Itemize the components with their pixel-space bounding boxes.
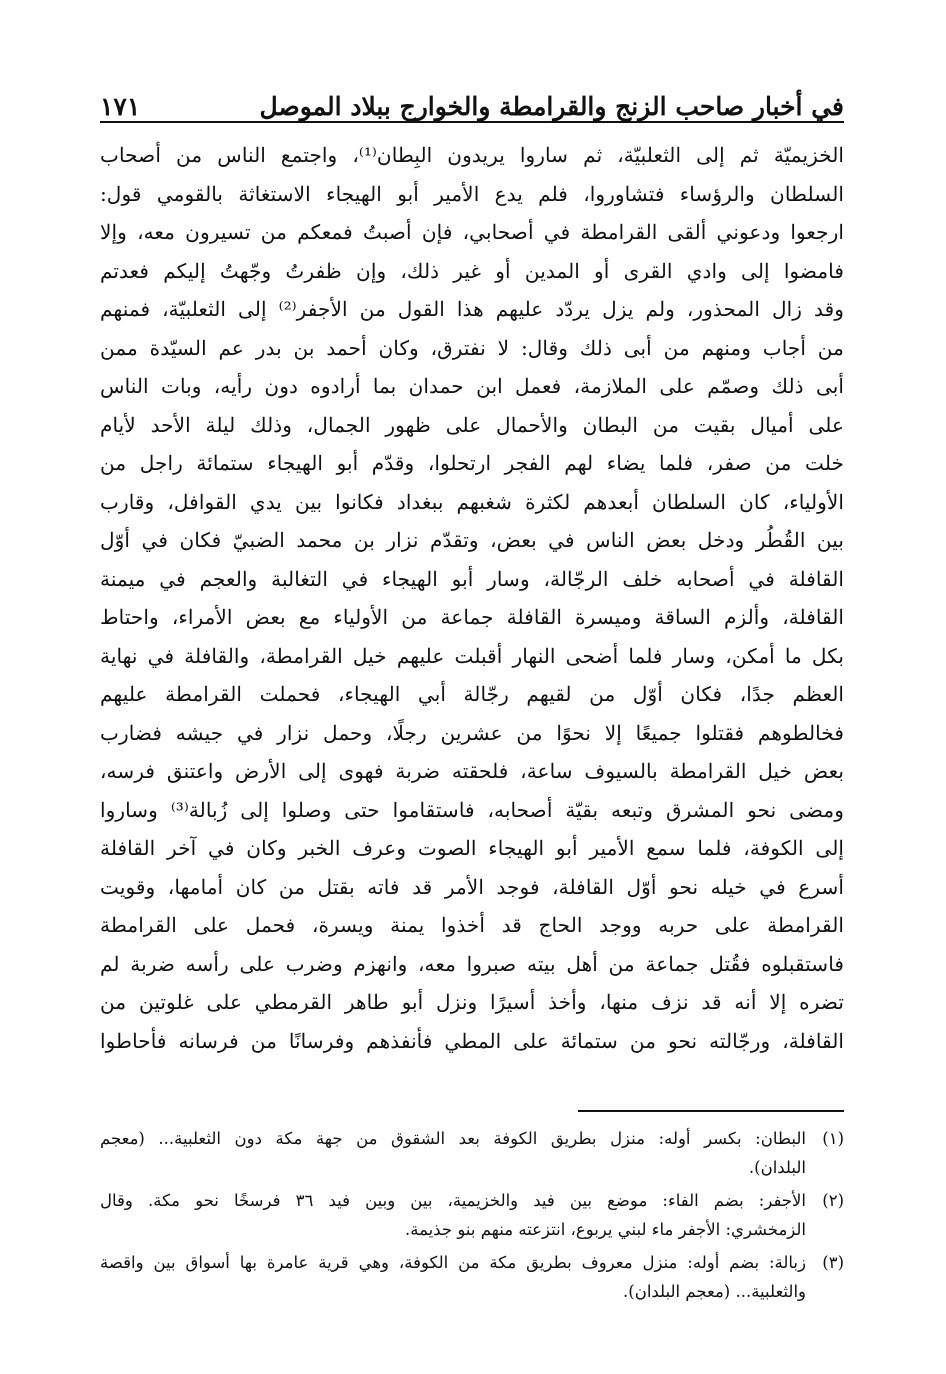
body-text bbox=[100, 136, 844, 1060]
text-line: من أجاب ومنهم من أبى ذلك وقال: لا نفترق، وكان أحمد بن بدر عم السيّدة ممن bbox=[100, 335, 844, 360]
text-line: بين القُطُر ودخل بعض الناس في بعض، وتقدّم نزار بن محمد الضبيّ فكان في أوّل bbox=[100, 528, 844, 552]
footnotes bbox=[100, 1124, 844, 1310]
text-line: ارجعوا ودعوني ألقى القرامطة في أصحابي، فإن أصبتُ فمعكم من تسيرون معه، وإلا bbox=[100, 220, 844, 244]
text-line: إلى الكوفة، فلما سمع الأمير أبو الهيجاء الصوت وعرف الخبر وكان في آخر القافلة bbox=[100, 836, 844, 860]
footnote-line: والثعلبية... (معجم البلدان). bbox=[623, 1282, 806, 1301]
footnote-number: (٣) bbox=[822, 1253, 844, 1272]
footnote-separator bbox=[578, 1110, 844, 1112]
text-line: خلت من صفر، فلما يضاء لهم الفجر ارتحلوا، وقدّم أبو الهيجاء ستمائة راجل من bbox=[100, 451, 844, 475]
text-line: السلطان والرؤساء فتشاوروا، فلم يدع الأمير أبو الهيجاء الاستغاثة بالقومي قول: bbox=[100, 181, 844, 206]
header-rule bbox=[100, 121, 844, 123]
text-line: ومضى نحو المشرق وتبعه بقيّة أصحابه، فاستقاموا حتى وصلوا إلى زُبالة⁽³⁾ وساروا bbox=[100, 797, 844, 822]
text-line: الأولياء، كان السلطان أبعدهم لكثرة شغبهم ببغداد فكانوا بين يدي القوافل، وقارب bbox=[100, 489, 844, 514]
footnote-3 bbox=[100, 1248, 844, 1306]
text-line: القرامطة على حربه ووجد الحاج قد أخذوا يمنة ويسرة، فحمل على القرامطة bbox=[100, 913, 844, 937]
text-line: بعض خيل القرامطة بالسيوف ساعة، فلحقته ضربة فهوى إلى الأرض واعتنق فرسه، bbox=[100, 759, 844, 783]
footnote-line: البلدان). bbox=[748, 1158, 806, 1177]
text-line: وقد زال المحذور، ولم يزل يردّد عليهم هذا القول من الأجفر⁽²⁾ إلى الثعلبيّة، فمنهم bbox=[100, 297, 844, 321]
text-line: أبى ذلك وصمّم على الملازمة، فعمل ابن حمدان بما أرادوه دون رأيه، وبات الناس bbox=[100, 374, 844, 398]
footnote-text bbox=[100, 1124, 806, 1182]
footnote-text bbox=[100, 1186, 806, 1244]
footnote-1 bbox=[100, 1124, 844, 1182]
footnote-line: الأجفر: بضم الفاء: موضع بين فيد والخزيمية، بين وبين فيد ٣٦ فرسخًا نحو مكة. وقال bbox=[100, 1191, 806, 1210]
page-header bbox=[100, 82, 844, 122]
text-line: تضره إلا أنه قد نزف منها، وأخذ أسيرًا ونزل أبو طاهر القرمطي على غلوتين من bbox=[100, 990, 844, 1014]
text-line: بكل ما أمكن، وسار فلما أضحى النهار أقبلت عليهم خيل القرامطة، والقافلة في نهاية bbox=[100, 643, 844, 668]
text-line: فامضوا إلى وادي القرى أو المدين أو غير ذلك، وإن ظفرتُ وجّهتُ إليكم فعدتم bbox=[100, 258, 844, 283]
footnote-line: الزمخشري: الأجفر ماء لبني يربوع، انتزعته منهم بنو جذيمة. bbox=[405, 1220, 806, 1239]
running-title: في أخبار صاحب الزنج والقرامطة والخوارج ببلاد الموصل bbox=[259, 92, 844, 121]
footnote-line: البطان: بكسر أوله: منزل بطريق الكوفة بعد الشقوق من جهة مكة دون الثعلبية... (معجم bbox=[100, 1129, 806, 1148]
text-line: فخالطوهم فقتلوا جميعًا إلا نحوًا من عشرين رجلًا، وحمل نزار في جيشه فضارب bbox=[100, 720, 844, 745]
footnote-number: (١) bbox=[822, 1129, 844, 1148]
text-line: أسرع في خيله نحو أوّل القافلة، فوجد الأمر قد فاته بقتل من كان أمامها، وقويت bbox=[100, 874, 844, 899]
text-line: فاستقبلوه فقُتل جماعة من أهل بيته صبروا معه، وانهزم وضرب على رأسه ضربة لم bbox=[100, 951, 844, 976]
text-line: الخزيميّة ثم إلى الثعلبيّة، ثم ساروا يريدون البِطان⁽¹⁾، واجتمع الناس من أصحاب bbox=[100, 143, 844, 167]
text-line: القافلة، وألزم الساقة وميسرة القافلة جماعة من الأولياء مع بعض الأمراء، واحتاط bbox=[100, 605, 844, 629]
footnote-2 bbox=[100, 1186, 844, 1244]
text-line: على أميال بقيت من البطان والأحمال على ظهور الجمال، وذلك ليلة الأحد لأيام bbox=[100, 412, 844, 437]
page-number: ١٧١ bbox=[100, 92, 141, 121]
footnote-line: زبالة: بضم أوله: منزل معروف بطريق مكة من الكوفة، وهي قرية عامرة بها أسواق بين واقصة bbox=[100, 1253, 806, 1272]
text-line: القافلة في أصحابه خلف الرجّالة، وسار أبو الهيجاء في التغالبة والعجم في ميمنة bbox=[100, 566, 844, 591]
text-line: العظم جدًا، فكان أوّل من لقيهم رجّالة أبي الهيجاء، فحملت القرامطة عليهم bbox=[100, 682, 844, 706]
text-line: القافلة، ورجّالته نحو من ستمائة على المطي فأنفذهم وفرسانًا من فرسانه فأحاطوا bbox=[100, 1028, 844, 1053]
footnote-number: (٢) bbox=[822, 1191, 844, 1210]
footnote-text bbox=[100, 1248, 806, 1306]
